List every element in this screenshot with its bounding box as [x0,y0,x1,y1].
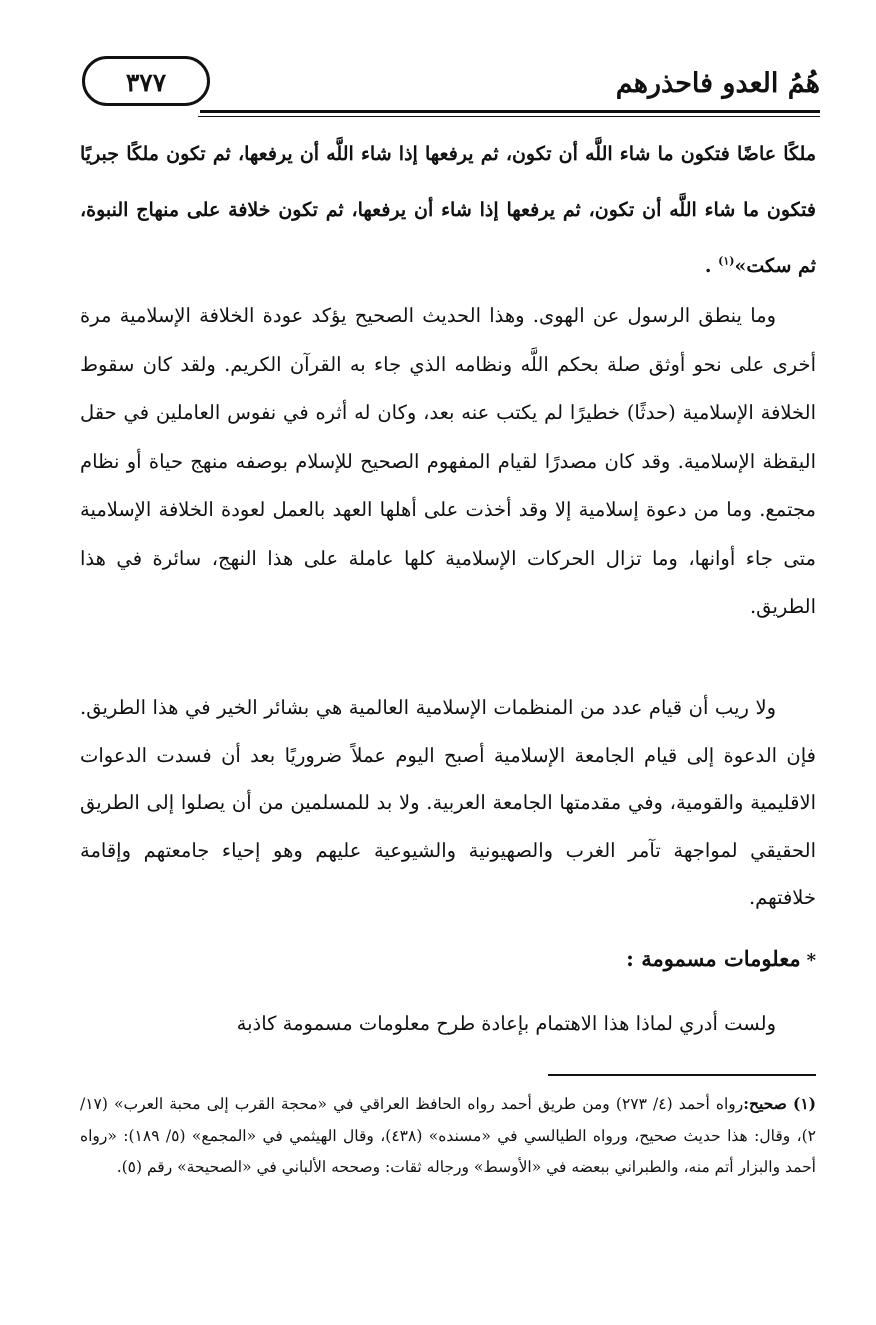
page-number-badge [82,56,210,106]
paragraph-2: ولا ريب أن قيام عدد من المنظمات الإسلامية العالمية هي بشائر الخير في هذا الطريق. فإن الدعوة إلى قيام الجامعة الإسلامية أصبح اليوم عملاً ضروريًا بعد أن فسدت الدعوات الاقليمية والقومية، وفي مقدمتها الجامعة العربية. ولا بد للمسلمين من أن يصلوا إلى الطريق الحقيقي لمواجهة تآمر الغرب والصهيونية والشيوعية عليهم وهو إحياء جامعتهم وإقامة خلافتهم. [80,696,816,909]
footnote-label: صحيح: [743,1094,787,1113]
footnote-mark: (١) [792,1094,816,1113]
page-header [70,50,820,120]
hadith-quote [80,126,816,294]
page-number: ٣٧٧ [125,68,167,97]
footnote-ref-mark: (١) [718,254,735,268]
footnote-separator [548,1074,816,1076]
header-rule [200,110,820,113]
quote-trailing: . [704,255,719,277]
star-icon: * [806,950,816,971]
section-heading-text: معلومات مسمومة : [626,946,801,971]
quote-text: ملكًا عاضًا فتكون ما شاء اللَّه أن تكون، ثم يرفعها إذا شاء اللَّه أن يرفعها، ثم تكون ملكًا جبريًا فتكون ما شاء اللَّه أن تكون، ثم يرفعها إذا شاء أن يرفعها، ثم تكون خلافة على منهاج النبوة، ثم سكت» [80,143,816,277]
running-title: هُمُ العدو فاحذرهم [615,68,820,99]
footnote [80,1088,816,1184]
header-rule-thin [198,116,820,117]
footnote-text: رواه أحمد (٤/ ٢٧٣) ومن طريق أحمد رواه الحافظ العراقي في «محجة القرب إلى محبة العرب» (١٧/ ٢)، وقال: هذا حديث صحيح، ورواه الطيالسي في «مسنده» (٤٣٨)، وقال الهيثمي في «المجمع» (٥/ ١٨٩): «رواه أحمد والبزار أتم منه، والطبراني ببعضه في «الأوسط» ورجاله ثقات: وصححه الألباني في «الصحيحة» رقم (٥). [80,1095,816,1176]
paragraph-3: ولست أدري لماذا هذا الاهتمام بإعادة طرح معلومات مسمومة كاذبة [236,1012,776,1035]
paragraph-1: وما ينطق الرسول عن الهوى. وهذا الحديث الصحيح يؤكد عودة الخلافة الإسلامية مرة أخرى على نحو أوثق صلة بحكم اللَّه ونظامه الذي جاء به القرآن الكريم. ولقد كان سقوط الخلافة الإسلامية (حدثًا) خطيرًا لم يكتب عنه بعد، وكان له أثره في نفوس العاملين في حقل اليقظة الإسلامية. وقد كان مصدرًا لقيام المفهوم الصحيح للإسلام بوصفه منهج حياة أو نظام مجتمع. وما من دعوة إسلامية إلا وقد أخذت على أهلها العهد بالعمل لعودة الخلافة الإسلامية متى جاء أوانها، وما تزال الحركات الإسلامية كلها عاملة على هذا النهج، سائرة في هذا الطريق. [80,304,816,618]
section-heading [626,946,816,971]
